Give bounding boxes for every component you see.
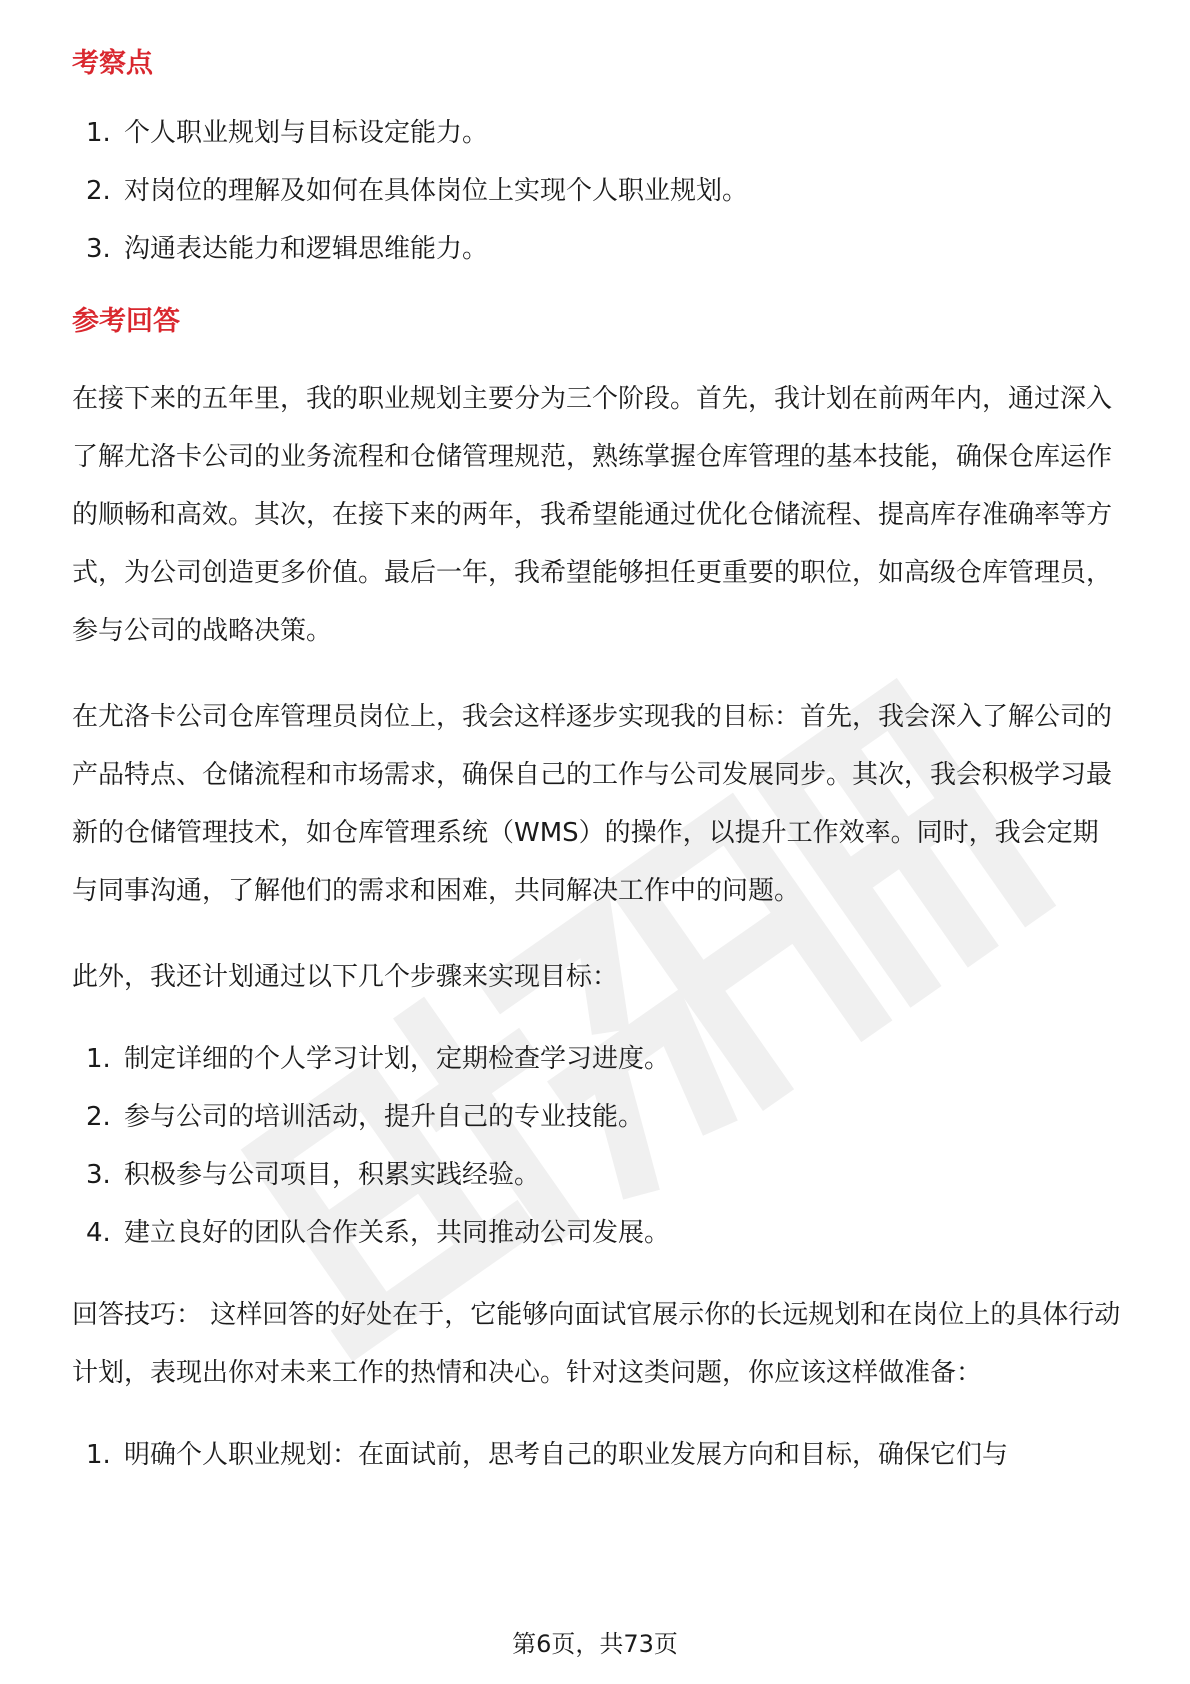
list-item-text: 明确个人职业规划：在面试前，思考自己的职业发展方向和目标，确保它们与 <box>124 1440 1009 1470</box>
list-item-number: 1. <box>86 118 111 148</box>
list-item-text: 参与公司的培训活动，提升自己的专业技能。 <box>124 1102 645 1132</box>
list-item <box>72 220 1122 278</box>
list-item-number: 3. <box>86 234 111 264</box>
answer-paragraph-1: 在接下来的五年里，我的职业规划主要分为三个阶段。首先，我计划在前两年内，通过深入了解尤洛卡公司的业务流程和仓储管理规范，熟练掌握仓库管理的基本技能，确保仓库运作的顺畅和高效。其次，在接下来的两年，我希望能通过优化仓储流程、提高库存准确率等方式，为公司创造更多价值。最后一年，我希望能够担任更重要的职位，如高级仓库管理员，参与公司的战略决策。 <box>72 384 1113 646</box>
list-item-number: 2. <box>86 176 111 206</box>
list-item-text: 积极参与公司项目，积累实践经验。 <box>124 1160 541 1190</box>
list-item-number: 3. <box>86 1160 111 1190</box>
list-item-number: 4. <box>86 1218 111 1248</box>
page-number-footer: 第6页，共73页 <box>512 1630 678 1658</box>
list-item-text: 对岗位的理解及如何在具体岗位上实现个人职业规划。 <box>124 176 749 206</box>
list-item <box>72 162 1122 220</box>
steps-list <box>72 1030 1122 1262</box>
prep-list <box>72 1426 1122 1484</box>
exam-points-list <box>72 104 1122 278</box>
tips-paragraph: 回答技巧： 这样回答的好处在于，它能够向面试官展示你的长远规划和在岗位上的具体行动计划，表现出你对未来工作的热情和决心。针对这类问题，你应该这样做准备： <box>72 1300 1121 1388</box>
answer-paragraph-2: 在尤洛卡公司仓库管理员岗位上，我会这样逐步实现我的目标：首先，我会深入了解公司的产品特点、仓储流程和市场需求，确保自己的工作与公司发展同步。其次，我会积极学习最新的仓储管理技术，如仓库管理系统（WMS）的操作，以提升工作效率。同时，我会定期与同事沟通，了解他们的需求和困难，共同解决工作中的问题。 <box>72 702 1113 906</box>
list-item-text: 沟通表达能力和逻辑思维能力。 <box>124 234 489 264</box>
list-item <box>72 1088 1122 1146</box>
list-item-text: 制定详细的个人学习计划，定期检查学习进度。 <box>124 1044 671 1074</box>
list-item-number: 1. <box>86 1044 111 1074</box>
section-title-exam-points: 考察点 <box>72 48 153 79</box>
answer-paragraph-3: 此外，我还计划通过以下几个步骤来实现目标： <box>72 962 619 992</box>
list-item-number: 1. <box>86 1440 111 1470</box>
list-item-text: 个人职业规划与目标设定能力。 <box>124 118 489 148</box>
list-item-text: 建立良好的团队合作关系，共同推动公司发展。 <box>124 1218 671 1248</box>
list-item <box>72 1426 1122 1484</box>
section-title-reference-answer: 参考回答 <box>72 306 180 337</box>
list-item <box>72 1204 1122 1262</box>
list-item-number: 2. <box>86 1102 111 1132</box>
list-item <box>72 104 1122 162</box>
list-item <box>72 1146 1122 1204</box>
list-item <box>72 1030 1122 1088</box>
document-content <box>72 44 1122 1484</box>
